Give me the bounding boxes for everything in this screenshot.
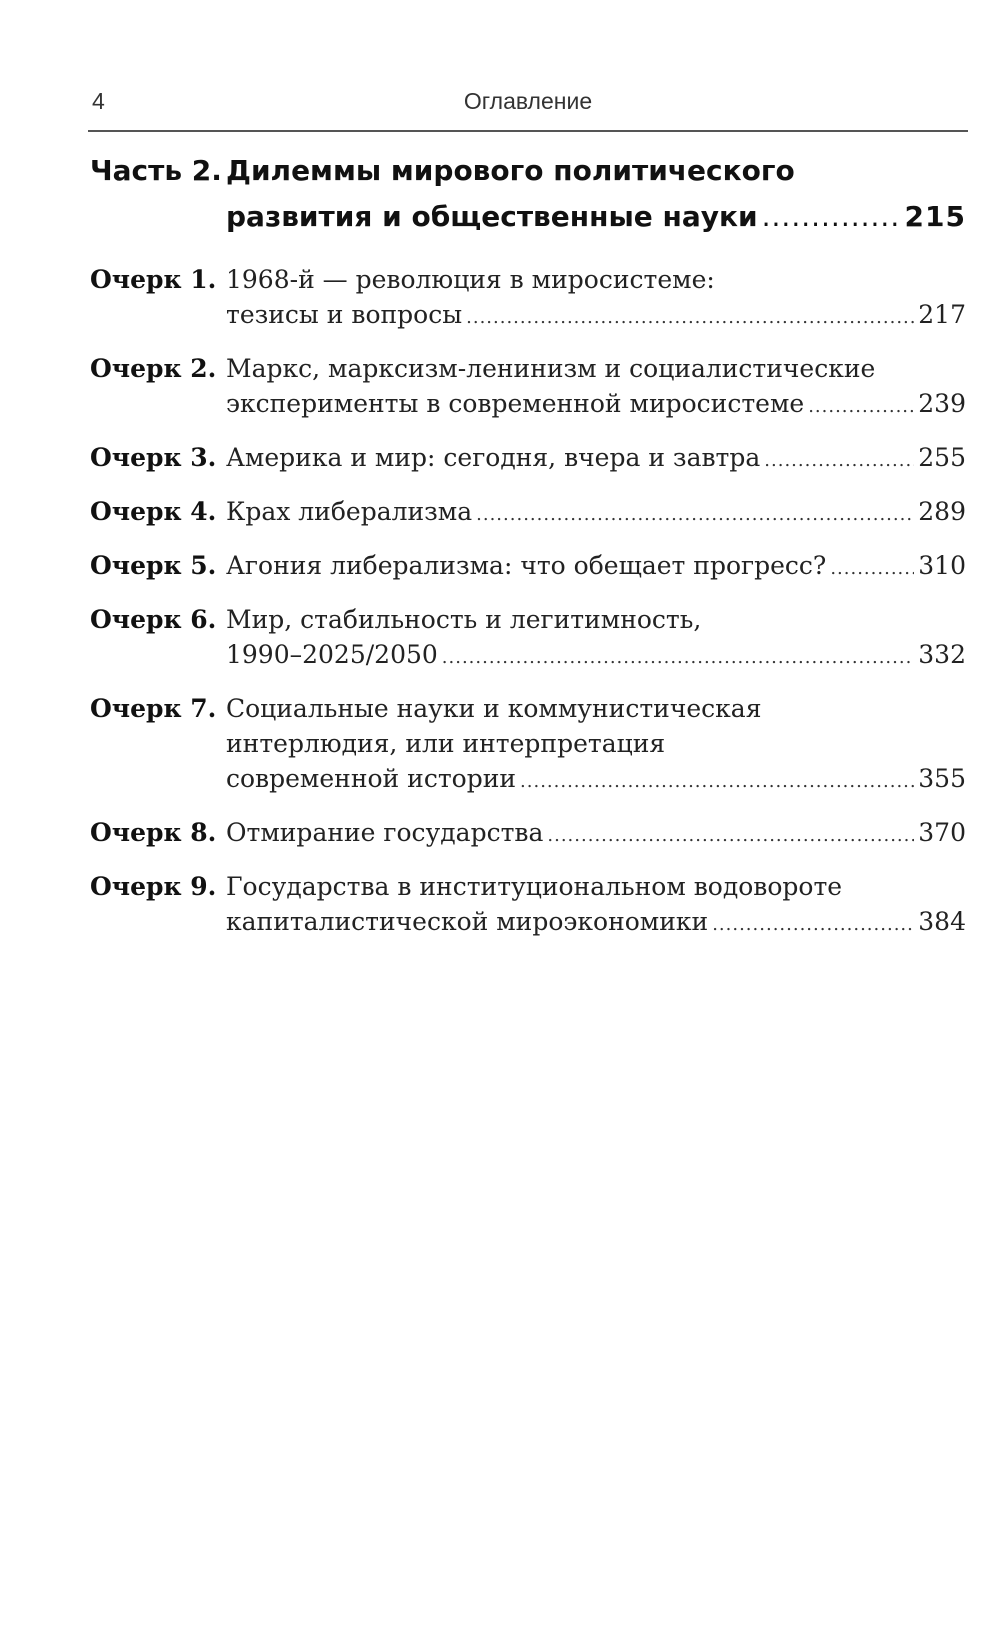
essay-page-number: 332: [918, 640, 966, 669]
essay-label: Очерк 4.: [90, 497, 217, 526]
dot-leader: [830, 551, 914, 586]
essay-entry[interactable]: [90, 440, 966, 478]
essay-title: [226, 351, 966, 424]
essay-label: Очерк 8.: [90, 818, 217, 847]
dot-leader: [547, 818, 914, 853]
essay-title: [226, 602, 966, 675]
essay-title-last-line: [226, 494, 966, 532]
dot-leader: [466, 300, 914, 335]
running-title: Оглавление: [463, 88, 593, 114]
essay-title-line: 1968-й — революция в миросистеме:: [226, 265, 715, 294]
essay-page-number: 370: [918, 818, 966, 847]
dot-leader: [520, 764, 914, 799]
essay-label: Очерк 2.: [90, 354, 217, 383]
essay-page-number: 289: [918, 497, 966, 526]
essay-title-line: капиталистической мироэкономики: [226, 907, 709, 936]
essay-page-number: 384: [918, 907, 966, 936]
part-label: Часть 2.: [90, 154, 222, 187]
essay-title-last-line: [226, 548, 966, 586]
essay-title-last-line: [226, 761, 966, 799]
essay-title-last-line: [226, 297, 966, 335]
essay-label: Очерк 9.: [90, 872, 217, 901]
essay-title-line: Отмирание государства: [226, 818, 544, 847]
essay-label: Очерк 6.: [90, 605, 217, 634]
essay-title-line: Государства в институциональном водовороте: [226, 872, 843, 901]
essay-label: Очерк 3.: [90, 443, 217, 472]
essay-label: Очерк 1.: [90, 265, 217, 294]
essay-entry[interactable]: [90, 602, 966, 675]
essay-entry[interactable]: [90, 815, 966, 853]
dot-leader: [476, 497, 914, 532]
essay-title-line: Маркс, марксизм-ленинизм и социалистические: [226, 354, 876, 383]
dot-leader: [762, 194, 901, 240]
essay-entry[interactable]: [90, 262, 966, 335]
essay-title-line: интерлюдия, или интерпретация: [226, 729, 666, 758]
dot-leader: [712, 907, 914, 942]
essay-title-line: Социальные науки и коммунистическая: [226, 694, 762, 723]
essay-title-last-line: [226, 637, 966, 675]
essay-title-line: Америка и мир: сегодня, вчера и завтра: [226, 443, 761, 472]
essay-entry[interactable]: [90, 869, 966, 942]
page-number: 4: [92, 88, 105, 114]
essay-page-number: 255: [918, 443, 966, 472]
page-header: [88, 88, 968, 132]
essay-title: [226, 440, 966, 478]
dot-leader: [808, 389, 914, 424]
essay-title-line: 1990–2025/2050: [226, 640, 438, 669]
essay-title: [226, 494, 966, 532]
part-title-line: Дилеммы мирового политического: [226, 154, 795, 187]
essay-title-line: Агония либерализма: что обещает прогресс?: [226, 551, 827, 580]
dot-leader: [442, 640, 914, 675]
essay-entry[interactable]: [90, 548, 966, 586]
essay-page-number: 355: [918, 764, 966, 793]
essay-title-last-line: [226, 815, 966, 853]
essay-title-line: тезисы и вопросы: [226, 300, 463, 329]
essay-label: Очерк 7.: [90, 694, 217, 723]
essay-label: Очерк 5.: [90, 551, 217, 580]
essay-title: [226, 262, 966, 335]
essay-title-line: Мир, стабильность и легитимность,: [226, 605, 702, 634]
essay-entry[interactable]: [90, 494, 966, 532]
essay-title: [226, 691, 966, 799]
essay-title-last-line: [226, 386, 966, 424]
essay-title: [226, 869, 966, 942]
essay-title: [226, 815, 966, 853]
dot-leader: [764, 443, 914, 478]
part-title-last-line: [226, 194, 966, 240]
essay-entry[interactable]: [90, 351, 966, 424]
essay-title-line: эксперименты в современной миросистеме: [226, 389, 805, 418]
part-page-number: 215: [904, 200, 966, 233]
essay-page-number: 217: [918, 300, 966, 329]
essay-list: [90, 262, 966, 958]
essay-title-last-line: [226, 440, 966, 478]
essay-title-line: современной истории: [226, 764, 517, 793]
essay-page-number: 310: [918, 551, 966, 580]
essay-title-last-line: [226, 904, 966, 942]
essay-title-line: Крах либерализма: [226, 497, 473, 526]
part-title: [226, 148, 966, 240]
essay-page-number: 239: [918, 389, 966, 418]
essay-title: [226, 548, 966, 586]
essay-entry[interactable]: [90, 691, 966, 799]
part-title-line: развития и общественные науки: [226, 200, 758, 233]
